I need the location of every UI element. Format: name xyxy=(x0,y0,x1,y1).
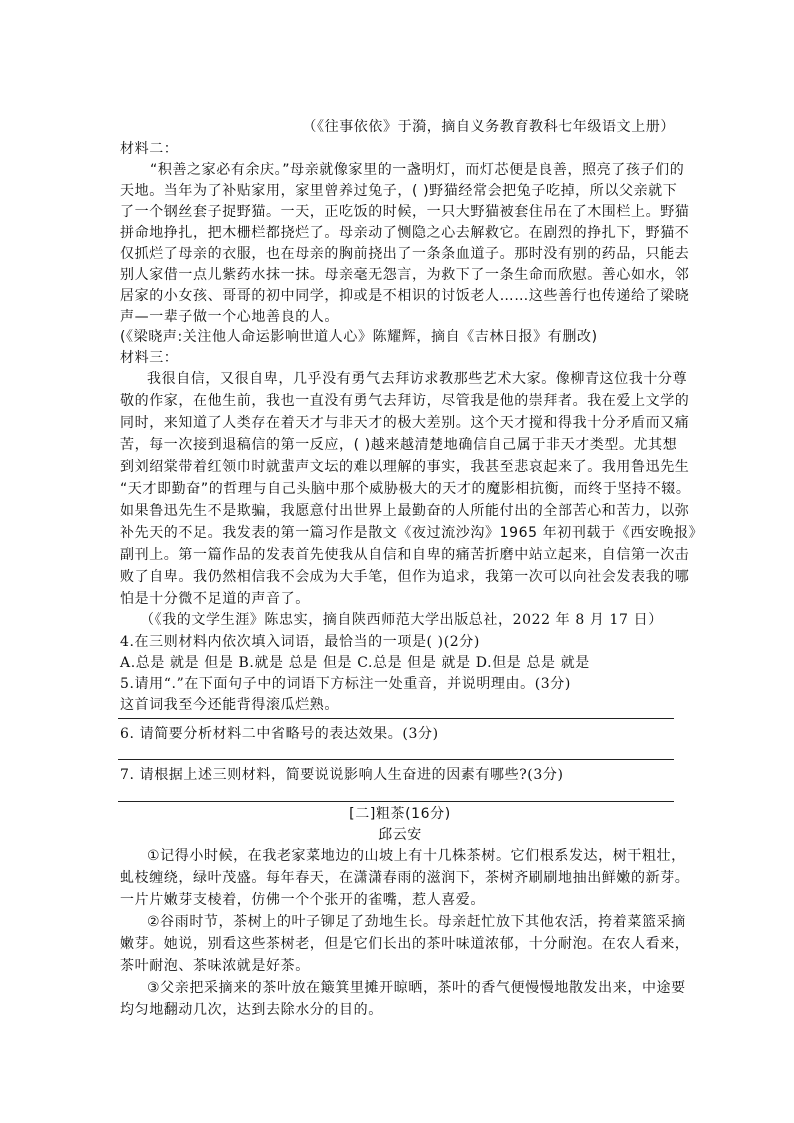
question-4: 4.在三则材料内依次填入词语，最恰当的一项是( )(2分) xyxy=(120,634,480,650)
material2-heading: 材料二： xyxy=(120,141,179,157)
material2-line: 别人家借一点儿紫药水抹一抹。母亲毫无怨言，为救下了一条生命而欣慰。善心如水，邻 xyxy=(120,267,690,283)
section2-line: 一片片嫩芽支棱着，仿佛一个个张开的雀嘴，惹人喜爱。 xyxy=(120,892,485,908)
answer-line xyxy=(118,801,674,802)
question-6: 6. 请简要分析材料二中省略号的表达效果。(3分) xyxy=(120,726,439,742)
section2-line: 嫩芽。她说，别看这些茶树老，但是它们长出的茶叶味道浓郁，十分耐泡。在农人看来， xyxy=(120,936,690,952)
material2-line: 声—一辈子做一个心地善良的人。 xyxy=(120,309,339,325)
question-5: 5.请用“.”在下面句子中的词语下方标注一处重音，并说明理由。(3分) xyxy=(120,676,571,692)
material3-line: 我很自信，又很自卑，几乎没有勇气去拜访求教那些艺术大家。像柳青这位我十分尊 xyxy=(147,371,688,387)
material3-line: 苦，每一次接到退稿信的第一反应，( )越来越清楚地确信自己属于非天才类型。尤其想 xyxy=(120,437,678,453)
section2-line: ③父亲把采摘来的茶叶放在簸箕里摊开晾晒，茶叶的香气便慢慢地散发出来，中途要 xyxy=(147,980,686,996)
section2-line: 虬枝缠绕，绿叶茂盛。每年春天，在潇潇春雨的滋润下，茶树齐刷刷地抽出鲜嫩的新芽。 xyxy=(120,870,690,886)
material3-line: 到刘绍棠带着红领巾时就蜚声文坛的难以理解的事实，我甚至悲哀起来了。我用鲁迅先生 xyxy=(120,459,690,475)
answer-line xyxy=(118,718,674,719)
section2-line: 均匀地翻动几次，达到去除水分的目的。 xyxy=(120,1002,383,1018)
material2-line: 天地。当年为了补贴家用，家里曾养过兔子，( )野猫经常会把兔子吃掉，所以父亲就下 xyxy=(120,183,678,199)
material2-line: 居家的小女孩、哥哥的初中同学，抑或是不相识的讨饭老人……这些善行也传递给了梁晓 xyxy=(120,288,690,304)
material2-source: (《梁晓声:关注他人命运影响世道人心》陈耀辉，摘自《吉林日报》有删改) xyxy=(120,329,598,345)
material3-line: 同时，来知道了人类存在着天才与非天才的极大差别。这个天才搅和得我十分矛盾而又痛 xyxy=(120,415,690,431)
question-7: 7. 请根据上述三则材料，简要说说影响人生奋进的因素有哪些?(3分) xyxy=(120,767,564,783)
material3-line: “天才即勤奋”的哲理与自己头脑中那个威胁极大的天才的魔影相抗衡，而终于坚持不辍。 xyxy=(120,481,691,497)
material3-line: 补先天的不足。我发表的第一篇习作是散文《夜过流沙沟》1965 年初刊载于《西安晚报》 xyxy=(120,525,704,541)
section2-line: ①记得小时候，在我老家菜地边的山坡上有十几株茶树。它们根系发达，树干粗壮， xyxy=(147,848,686,864)
material2-line: “积善之家必有余庆。”母亲就像家里的一盏明灯，而灯芯便是良善，照亮了孩子们的 xyxy=(150,162,685,178)
material3-line: 如果鲁迅先生不是欺骗，我愿意付出世界上最勤奋的人所能付出的全部苦心和苦力，以弥 xyxy=(120,503,690,519)
material3-heading: 材料三： xyxy=(120,350,179,366)
material3-line: 副刊上。第一篇作品的发表首先使我从自信和自卑的痛苦折磨中站立起来，自信第一次击 xyxy=(120,547,690,563)
material2-line: 拼命地挣扎，把木栅栏都挠烂了。母亲动了恻隐之心去解救它。在剧烈的挣扎下，野猫不 xyxy=(120,225,690,241)
material3-line: 敬的作家，在他生前，我也一直没有勇气去拜访，尽管我是他的崇拜者。我在爱上文学的 xyxy=(120,393,690,409)
material2-line: 仅抓烂了母亲的衣服，也在母亲的胸前挠出了一条条血道子。那时没有别的药品，只能去 xyxy=(120,246,690,262)
question-4-options: A.总是 就是 但是 B.就是 总是 但是 C.总是 但是 就是 D.但是 总是 就是 xyxy=(120,655,590,671)
material3-line: 怕是十分微不足道的声音了。 xyxy=(120,591,310,607)
section2-line: 茶叶耐泡、茶味浓就是好茶。 xyxy=(120,958,310,974)
section2-line: ②谷雨时节，茶树上的叶子铆足了劲地生长。母亲赶忙放下其他农活，挎着菜篮采摘 xyxy=(147,914,686,930)
answer-line xyxy=(118,759,674,760)
material3-source: （《我的文学生涯》陈忠实，摘自陕西师范大学出版总社，2022 年 8 月 17 日） xyxy=(140,612,663,628)
material2-line: 了一个钢丝套子捉野猫。一天，正吃饭的时候，一只大野猫被套住吊在了木围栏上。野猫 xyxy=(120,204,690,220)
material1-source: （《往事依依》于漪，摘自义务教育教科七年级语文上册） xyxy=(302,119,675,135)
question-5-sentence: 这首词我至今还能背得滚瓜烂熟。 xyxy=(120,697,339,713)
material3-line: 败了自卑。我仍然相信我不会成为大手笔，但作为追求，我第一次可以向社会发表我的哪 xyxy=(120,569,690,585)
section2-author: 邱云安 xyxy=(378,827,422,843)
section2-title: [二]粗茶(16分) xyxy=(349,806,451,822)
